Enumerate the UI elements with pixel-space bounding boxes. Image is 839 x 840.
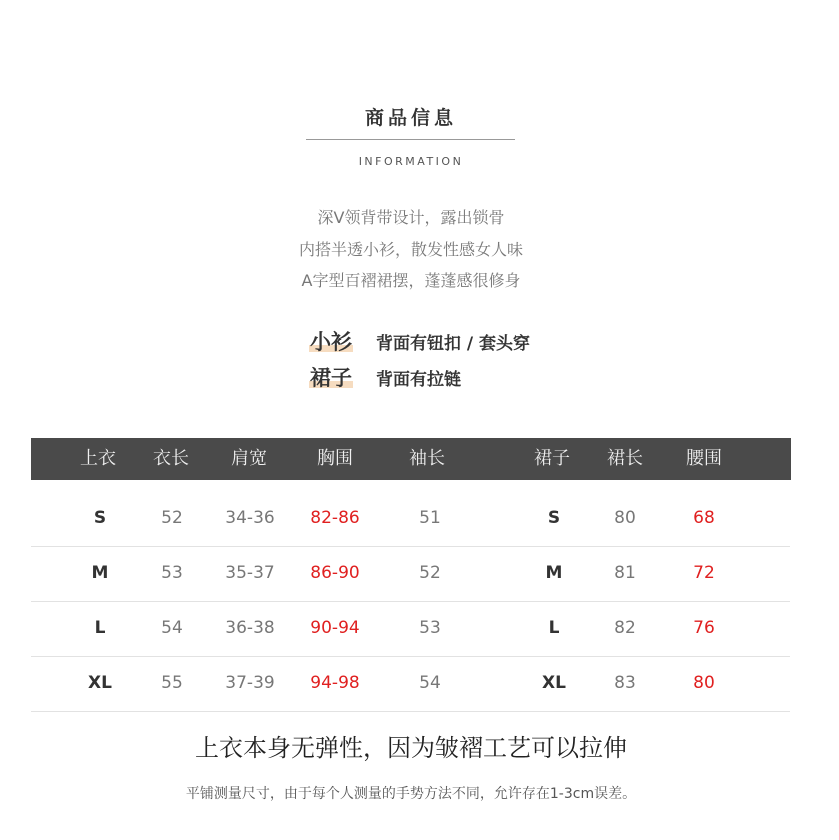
- table-cell: L: [94, 618, 106, 638]
- measurement-note: 平铺测量尺寸，由于每个人测量的手势方法不同，允许存在1-3cm误差。: [185, 786, 637, 802]
- section-subtitle: INFORMATION: [358, 155, 464, 168]
- table-cell: 90-94: [310, 618, 360, 638]
- table-row: [31, 656, 790, 712]
- table-cell: 34-36: [225, 508, 275, 528]
- table-cell: 37-39: [225, 673, 275, 693]
- description-line-2: 内搭半透小衫，散发性感女人味: [298, 240, 523, 259]
- table-cell: L: [548, 618, 560, 638]
- table-cell: XL: [88, 673, 112, 693]
- header-skirt-length: 裙长: [607, 448, 643, 469]
- feature-name-top: 小衫: [310, 330, 352, 354]
- table-cell: 82: [614, 618, 636, 638]
- table-cell: 53: [161, 563, 183, 583]
- table-cell: 52: [419, 563, 441, 583]
- table-cell: 36-38: [225, 618, 275, 638]
- table-cell: 86-90: [310, 563, 360, 583]
- table-cell: 80: [693, 673, 715, 693]
- table-cell: 53: [419, 618, 441, 638]
- section-title: 商品信息: [364, 107, 457, 129]
- table-cell: 81: [614, 563, 636, 583]
- table-cell: 54: [161, 618, 183, 638]
- table-cell: S: [93, 508, 107, 528]
- table-cell: 54: [419, 673, 441, 693]
- elasticity-note: 上衣本身无弹性，因为皱褶工艺可以拉伸: [195, 734, 627, 762]
- header-length: 衣长: [153, 448, 189, 469]
- header-bust: 胸围: [317, 448, 353, 469]
- header-shoulder: 肩宽: [231, 448, 267, 469]
- table-cell: 51: [419, 508, 441, 528]
- table-cell: 52: [161, 508, 183, 528]
- description-line-3: A字型百褶裙摆，蓬蓬感很修身: [301, 271, 521, 290]
- table-cell: M: [91, 563, 109, 583]
- table-cell: 80: [614, 508, 636, 528]
- table-cell: 82-86: [310, 508, 360, 528]
- header-sleeve: 袖长: [409, 448, 445, 469]
- table-cell: 68: [693, 508, 715, 528]
- table-cell: 72: [693, 563, 715, 583]
- table-row: [31, 601, 790, 657]
- table-cell: 83: [614, 673, 636, 693]
- feature-name-skirt: 裙子: [310, 366, 352, 390]
- table-cell: 55: [161, 673, 183, 693]
- table-row: [31, 546, 790, 602]
- size-table-header: [31, 438, 791, 480]
- table-cell: 76: [693, 618, 715, 638]
- header-skirt: 裙子: [534, 448, 570, 469]
- table-cell: XL: [542, 673, 566, 693]
- feature-text-skirt: 背面有拉链: [376, 370, 461, 390]
- title-divider: [306, 139, 515, 140]
- table-cell: 35-37: [225, 563, 275, 583]
- feature-text-top: 背面有钮扣 / 套头穿: [376, 334, 531, 354]
- header-top: 上衣: [80, 448, 116, 469]
- table-cell: S: [547, 508, 561, 528]
- table-cell: 94-98: [310, 673, 360, 693]
- table-cell: M: [545, 563, 563, 583]
- table-row: [31, 491, 790, 547]
- description-line-1: 深V领背带设计，露出锁骨: [317, 208, 505, 227]
- header-waist: 腰围: [686, 448, 722, 469]
